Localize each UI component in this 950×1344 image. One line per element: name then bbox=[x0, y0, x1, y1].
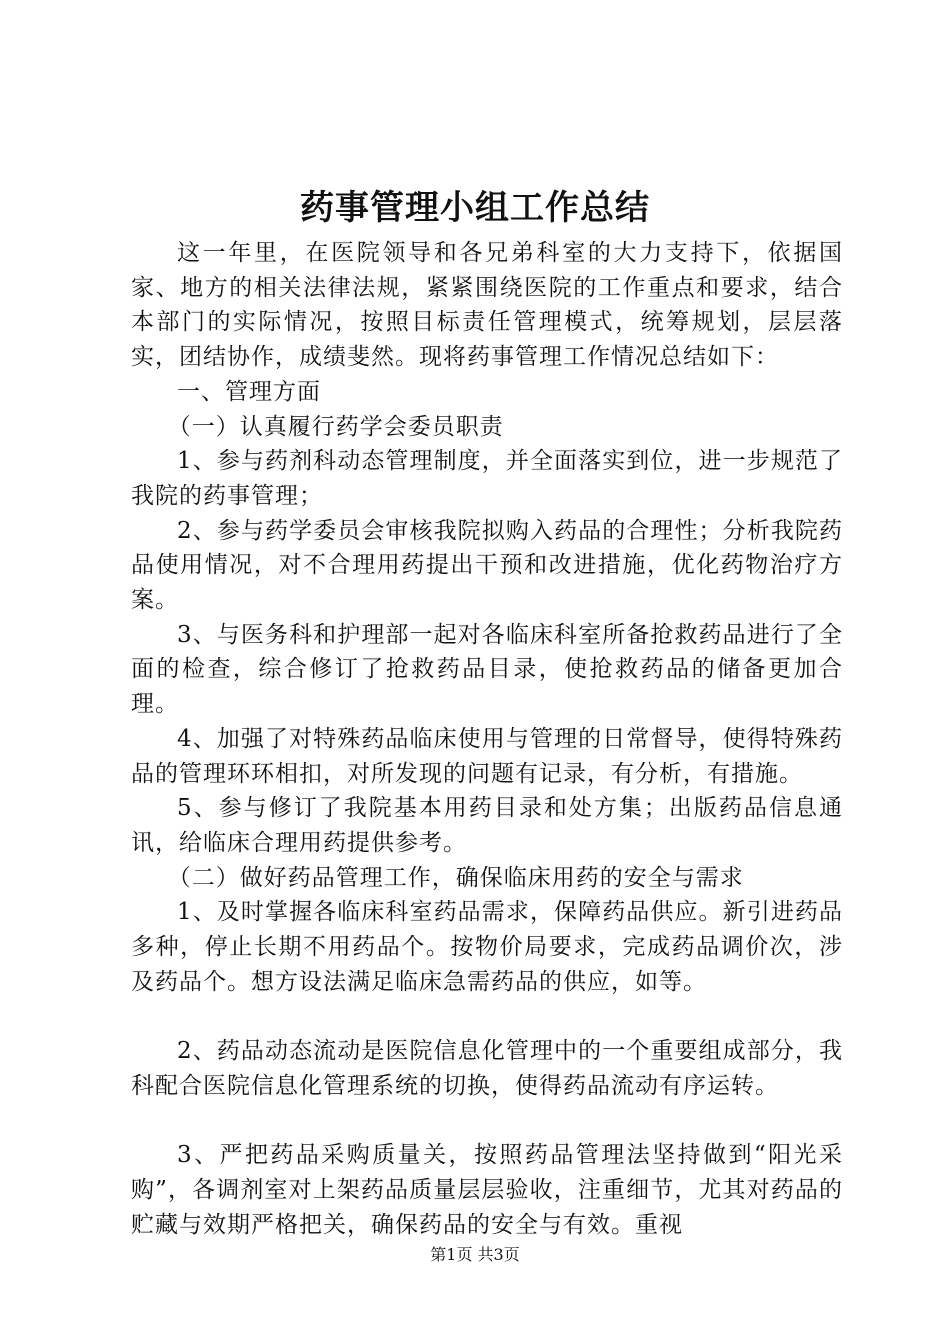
paragraph-item: 2、参与药学委员会审核我院拟购入药品的合理性；分析我院药品使用情况，对不合理用药提出干预和改进措施，优化药物治疗方案。 bbox=[131, 517, 843, 614]
section-heading-management: 一、管理方面 bbox=[177, 378, 321, 405]
document-title: 药事管理小组工作总结 bbox=[300, 188, 650, 228]
subsection-heading-2: （二）做好药品管理工作，确保临床用药的安全与需求 bbox=[167, 864, 744, 891]
paragraph-item: 2、药品动态流动是医院信息化管理中的一个重要组成部分，我科配合医院信息化管理系统的切换，使得药品流动有序运转。 bbox=[131, 1038, 843, 1099]
subsection-heading-1: （一）认真履行药学会委员职责 bbox=[167, 413, 504, 440]
document-body bbox=[131, 236, 843, 1242]
page-footer: 第1页 共3页 bbox=[430, 1245, 520, 1264]
paragraph-item: 5、参与修订了我院基本用药目录和处方集；出版药品信息通讯，给临床合理用药提供参考。 bbox=[131, 795, 843, 856]
paragraph-intro: 这一年里，在医院领导和各兄弟科室的大力支持下，依据国家、地方的相关法律法规，紧紧围绕医院的工作重点和要求，结合本部门的实际情况，按照目标责任管理模式，统筹规划，层层落实，团结协作，成绩斐然。现将药事管理工作情况总结如下： bbox=[131, 240, 843, 371]
paragraph-item: 3、严把药品采购质量关，按照药品管理法坚持做到“阳光采购”，各调剂室对上架药品质量层层验收，注重细节，尤其对药品的贮藏与效期严格把关，确保药品的安全与有效。重视 bbox=[131, 1142, 843, 1238]
paragraph-item: 4、加强了对特殊药品临床使用与管理的日常督导，使得特殊药品的管理环环相扣，对所发现的问题有记录，有分析，有措施。 bbox=[131, 725, 843, 787]
paragraph-item: 3、与医务科和护理部一起对各临床科室所备抢救药品进行了全面的检查，综合修订了抢救药品目录，使抢救药品的储备更加合理。 bbox=[131, 621, 843, 718]
paragraph-item: 1、参与药剂科动态管理制度，并全面落实到位，进一步规范了我院的药事管理； bbox=[131, 448, 843, 509]
paragraph-item: 1、及时掌握各临床科室药品需求，保障药品供应。新引进药品多种，停止长期不用药品个。按物价局要求，完成药品调价次，涉及药品个。想方设法满足临床急需药品的供应，如等。 bbox=[131, 899, 843, 995]
